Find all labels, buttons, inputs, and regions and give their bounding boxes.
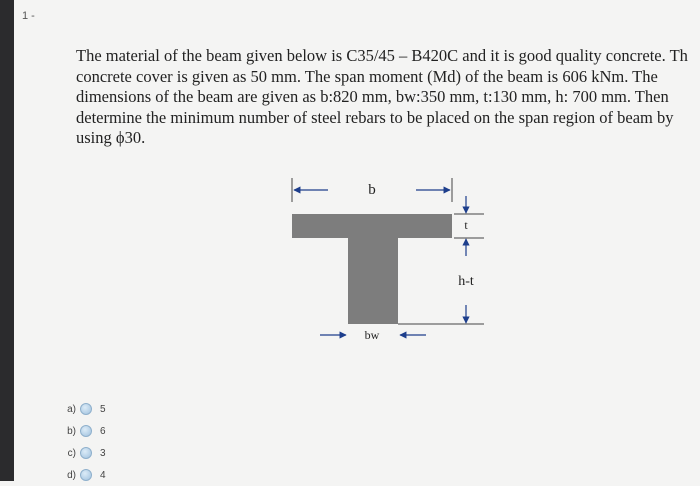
option-letter: d)	[67, 469, 76, 481]
t-beam-figure	[280, 172, 510, 352]
left-dark-edge	[0, 0, 14, 481]
option-letter: c)	[67, 447, 76, 459]
radio-icon[interactable]	[80, 403, 92, 415]
question-line: dimensions of the beam are given as b:820 mm, bw:350 mm, t:130 mm, h: 700 mm. Then	[76, 87, 669, 106]
option-c[interactable]	[52, 442, 106, 464]
option-letter: b)	[67, 425, 76, 437]
option-value: 3	[100, 447, 106, 459]
option-d[interactable]	[52, 464, 106, 486]
question-line: The material of the beam given below is C35/45 – B420C and it is good quality concrete. Th	[76, 46, 688, 65]
question-text	[76, 46, 700, 149]
option-value: 6	[100, 425, 106, 437]
answer-options	[52, 398, 106, 486]
radio-icon[interactable]	[80, 447, 92, 459]
question-line: using ϕ30.	[76, 128, 146, 147]
question-line: determine the minimum number of steel rebars to be placed on the span region of beam by	[76, 107, 674, 127]
radio-icon[interactable]	[80, 425, 92, 437]
option-b[interactable]	[52, 420, 106, 442]
beam-flange	[292, 214, 452, 238]
label-b: b	[368, 182, 376, 198]
question-number: 1 -	[22, 10, 35, 22]
label-h-t: h-t	[458, 274, 474, 289]
label-bw: bw	[364, 328, 380, 342]
option-value: 5	[100, 403, 106, 415]
option-letter: a)	[67, 403, 76, 415]
label-t: t	[464, 218, 468, 232]
beam-web	[348, 238, 398, 324]
option-value: 4	[100, 469, 106, 481]
option-a[interactable]	[52, 398, 106, 420]
radio-icon[interactable]	[80, 469, 92, 481]
question-line: concrete cover is given as 50 mm. The span moment (Md) of the beam is 606 kNm. The	[76, 66, 658, 86]
